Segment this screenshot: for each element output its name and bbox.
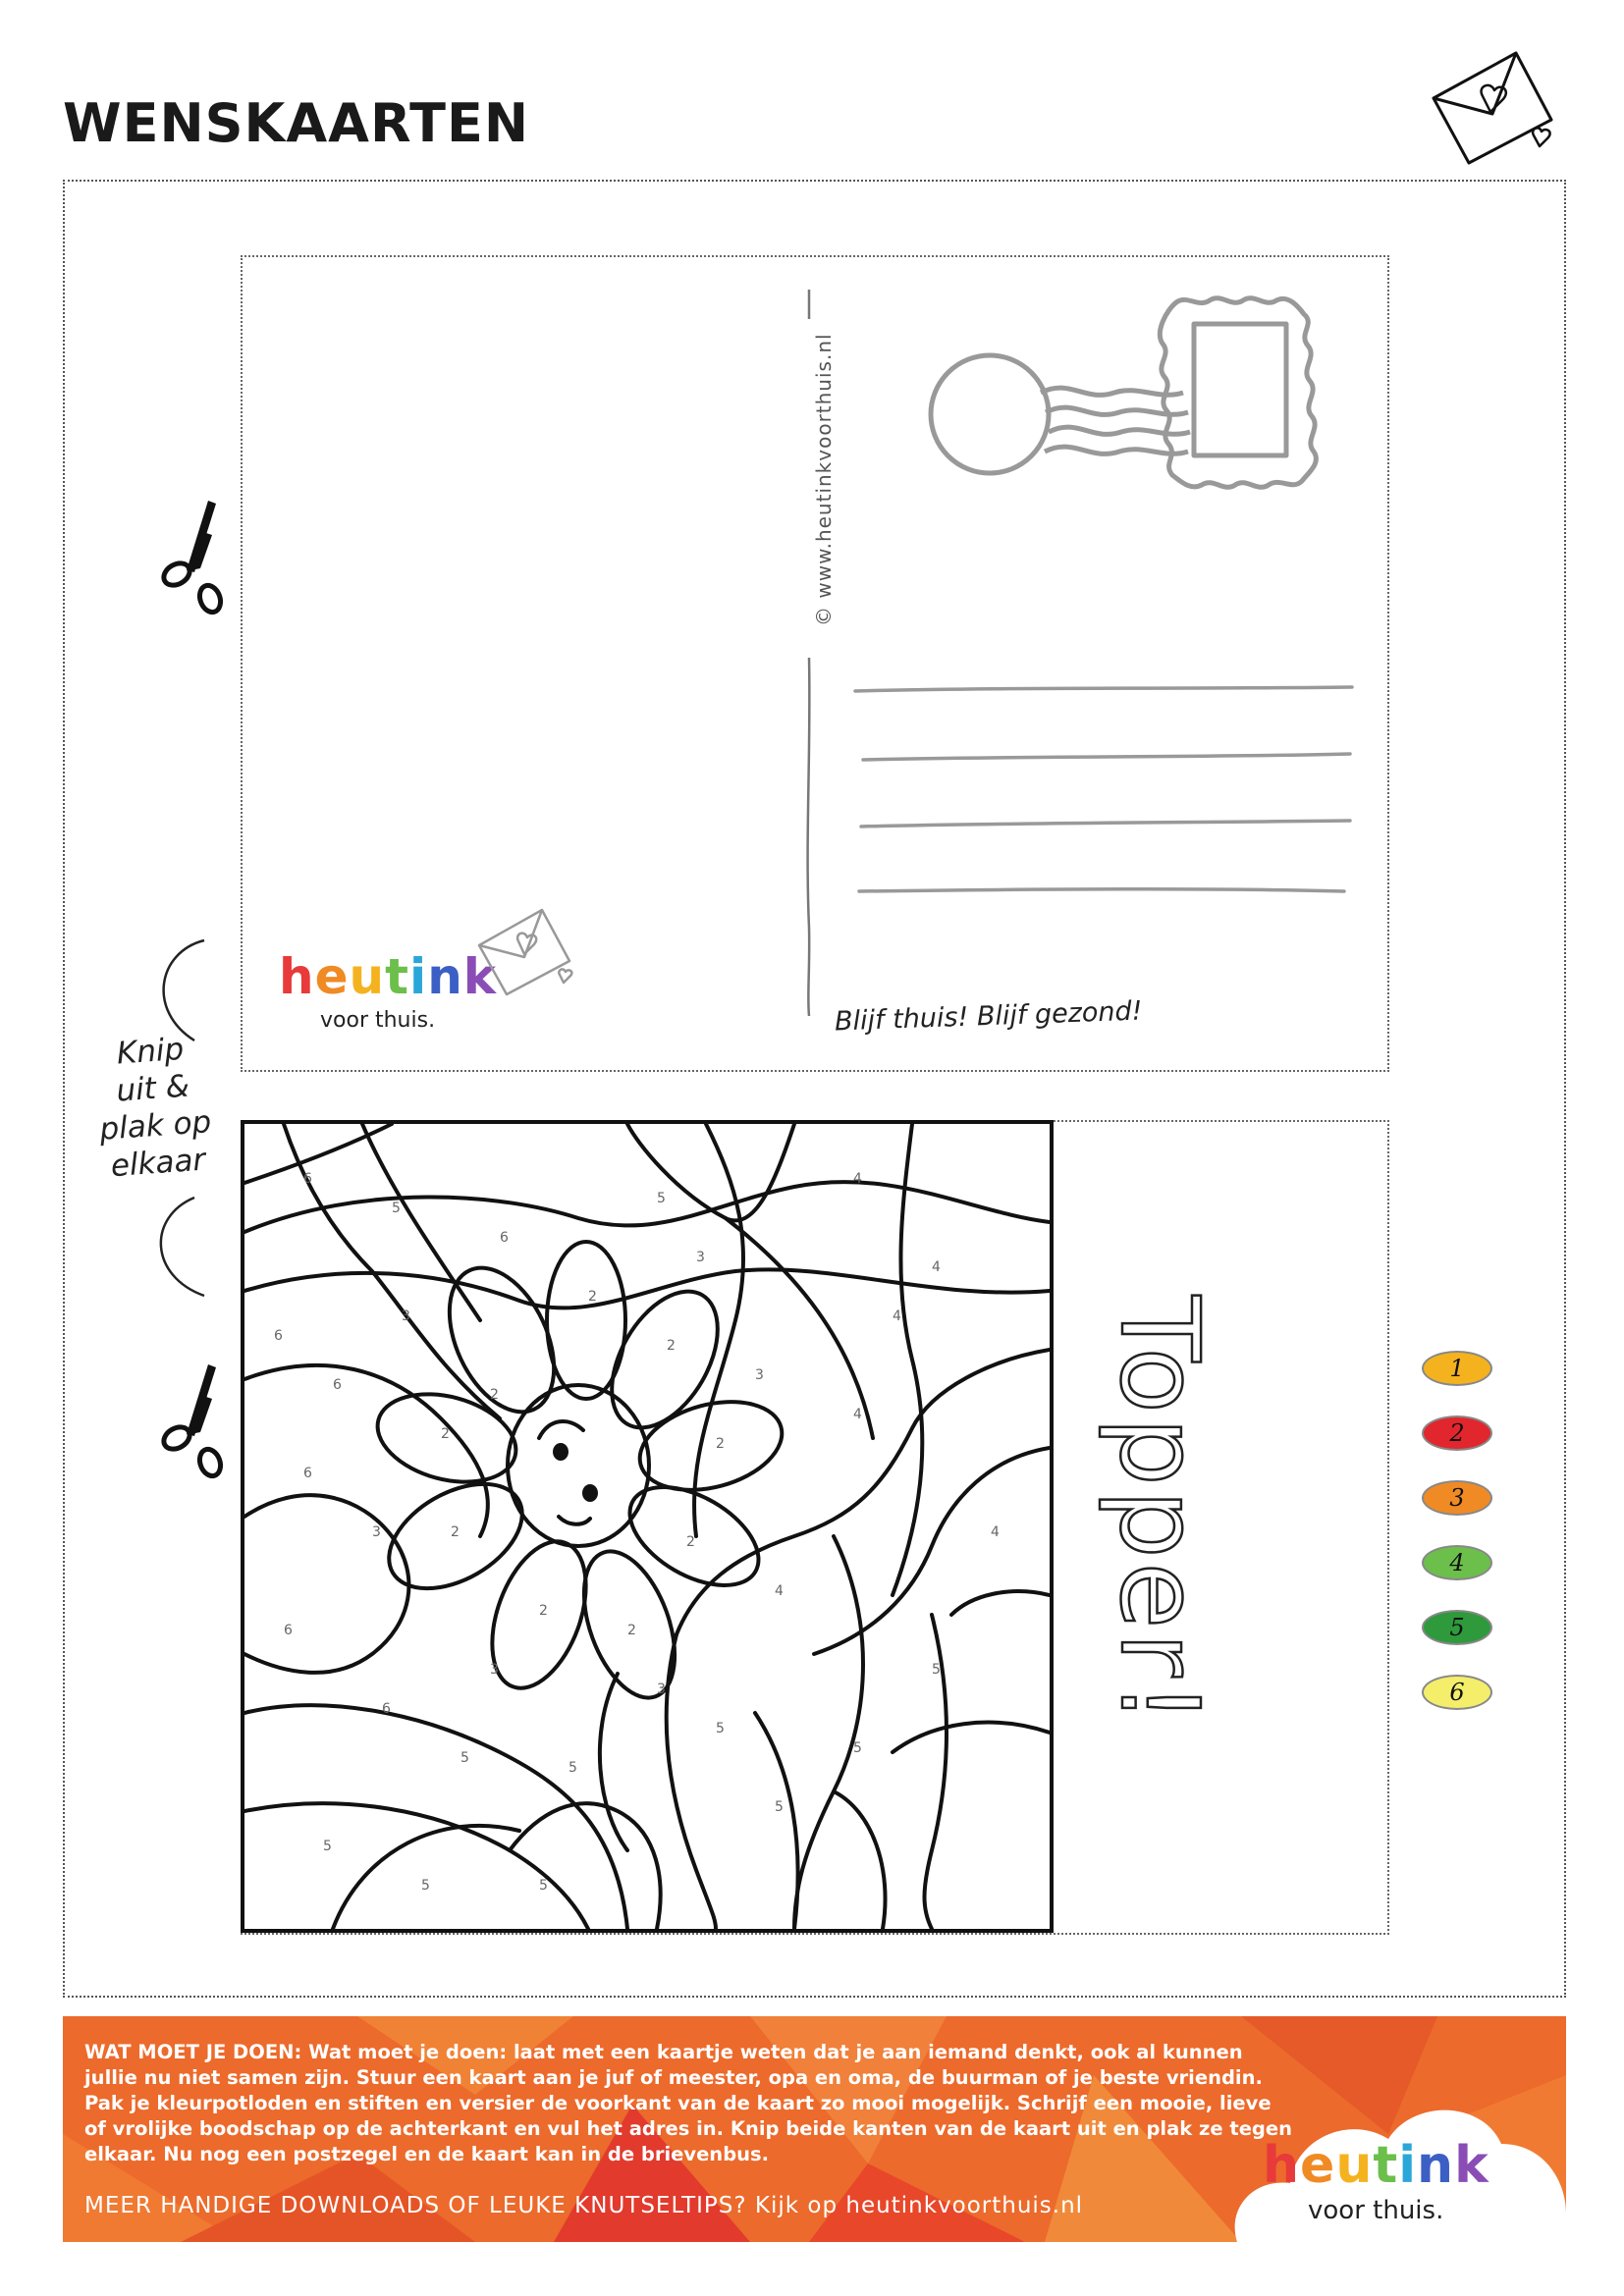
svg-text:5: 5 [568,1760,577,1776]
svg-text:3: 3 [696,1250,705,1265]
envelope-heart-icon [1422,39,1569,167]
legend-number: 5 [1449,1614,1465,1641]
svg-text:6: 6 [303,1466,312,1481]
svg-text:6: 6 [333,1377,342,1393]
svg-text:6: 6 [274,1328,283,1344]
svg-text:5: 5 [932,1662,941,1678]
side-note [85,1029,223,1187]
svg-text:3: 3 [372,1524,381,1540]
svg-text:6: 6 [303,1171,312,1187]
brand-logo-sub: voor thuis. [1308,2196,1444,2225]
svg-text:6: 6 [382,1701,391,1717]
page-title: WENSKAARTEN [63,92,530,154]
svg-text:2: 2 [716,1436,725,1452]
legend-item [1422,1415,1492,1451]
svg-text:2: 2 [451,1524,460,1540]
svg-text:4: 4 [853,1171,862,1187]
svg-text:5: 5 [716,1721,725,1736]
svg-text:5: 5 [775,1799,784,1815]
scissors-icon [147,496,241,623]
side-note-line: Knip [115,1031,186,1072]
instructions-lead: WAT MOET JE DOEN: [84,2041,302,2063]
svg-text:6: 6 [500,1230,509,1246]
svg-text:2: 2 [539,1603,548,1619]
svg-text:5: 5 [853,1740,862,1756]
color-legend [1422,1351,1492,1710]
svg-text:5: 5 [323,1839,332,1854]
svg-text:2: 2 [686,1534,695,1550]
legend-number: 2 [1449,1419,1465,1447]
svg-text:3: 3 [402,1308,410,1324]
legend-number: 4 [1449,1549,1465,1576]
svg-text:2: 2 [588,1289,597,1305]
stamp-icon [913,294,1365,530]
brand-logo: heutink [1263,2136,1489,2195]
instructions-banner [63,2016,1566,2242]
legend-item [1422,1610,1492,1645]
website-text: © www.heutinkvoorthuis.nl [812,333,836,626]
svg-text:5: 5 [539,1878,548,1894]
svg-text:2: 2 [627,1623,636,1638]
svg-text:4: 4 [775,1583,784,1599]
side-note-line: elkaar [109,1142,207,1185]
flower-coloring-drawing [244,1124,1050,1929]
brand-logo: heutink [279,948,498,1005]
svg-text:3: 3 [755,1367,764,1383]
side-note-line: plak op [98,1104,213,1148]
coloring-picture [241,1120,1054,1933]
side-note-line: uit & [115,1068,191,1109]
more-downloads-link[interactable]: MEER HANDIGE DOWNLOADS OF LEUKE KNUTSELTIPS? Kijk op heutinkvoorthuis.nl [84,2193,1084,2218]
legend-item [1422,1545,1492,1580]
legend-number: 6 [1449,1679,1465,1706]
svg-text:5: 5 [421,1878,430,1894]
svg-text:5: 5 [657,1191,666,1206]
legend-number: 1 [1449,1355,1465,1382]
svg-text:4: 4 [991,1524,1000,1540]
svg-text:5: 5 [460,1750,469,1766]
svg-text:4: 4 [932,1259,941,1275]
card-message: Topper! [1097,1296,1222,1729]
legend-item [1422,1351,1492,1386]
greeting-text: Blijf thuis! Blijf gezond! [834,995,1143,1038]
svg-text:2: 2 [667,1338,676,1354]
instructions-text [84,2040,1292,2167]
svg-text:4: 4 [893,1308,901,1324]
svg-text:2: 2 [441,1426,450,1442]
svg-text:3: 3 [657,1682,666,1697]
svg-text:3: 3 [490,1662,499,1678]
legend-number: 3 [1449,1484,1465,1512]
svg-text:6: 6 [284,1623,293,1638]
address-lines [849,677,1360,903]
legend-item [1422,1675,1492,1710]
legend-item [1422,1480,1492,1516]
envelope-heart-icon [471,898,584,996]
instructions-body: Wat moet je doen: laat met een kaartje weten dat je aan iemand denkt, ook al kunnen jullie nu niet samen zijn. Stuur een kaart aan je juf of meester, opa en oma, de buurman of je beste vriendin. Pak je kleurpotloden en stiften en versier de voorkant van de kaart zo mooi mogelijk. Schrijf een mooie, lieve of vrolijke boodschap op de achterkant en vul het adres in. Knip beide kanten van de kaart uit en plak ze tegen elkaar. Nu nog een postzegel en de kaart kan in de brievenbus. [84,2041,1292,2165]
svg-text:2: 2 [490,1387,499,1403]
brand-logo-sub: voor thuis. [320,1008,436,1033]
svg-text:4: 4 [853,1407,862,1422]
svg-text:5: 5 [392,1201,401,1216]
scissors-icon [147,1360,241,1487]
